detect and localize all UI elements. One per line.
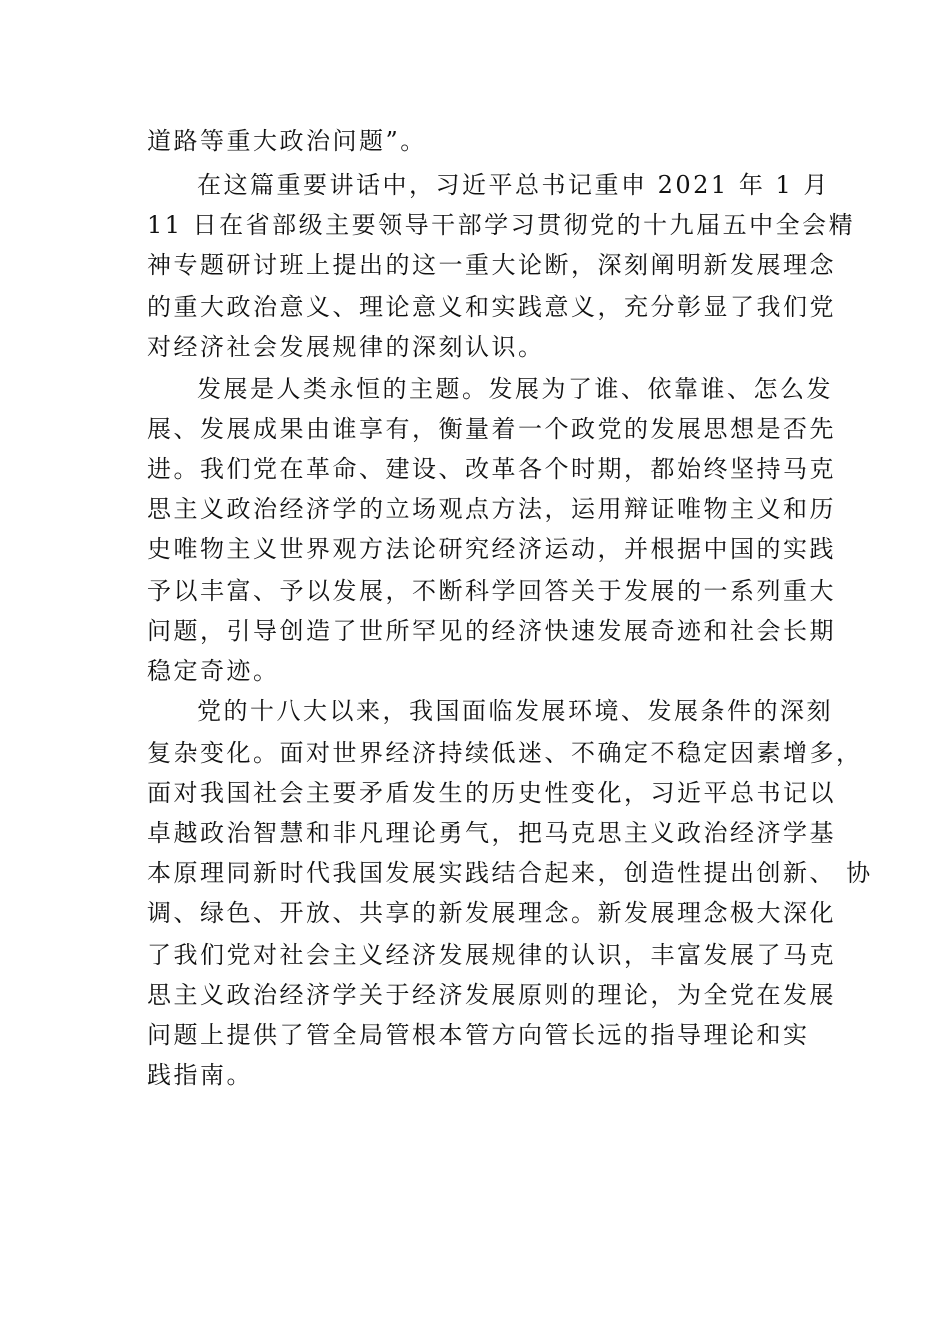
text-line: 史唯物主义世界观方法论研究经济运动，并根据中国的实践 — [147, 535, 836, 563]
text-line: 本原理同新时代我国发展实践结合起来，创造性提出创新、 协 — [147, 859, 873, 887]
text-line: 践指南。 — [147, 1061, 253, 1089]
text-line: 党的十八大以来，我国面临发展环境、发展条件的深刻 — [197, 697, 833, 725]
text-line: 展、发展成果由谁享有，衡量着一个政党的发展思想是否先 — [147, 415, 836, 443]
text-line: 神专题研讨班上提出的这一重大论断，深刻阐明新发展理念 — [147, 251, 836, 279]
text-line: 复杂变化。面对世界经济持续低迷、不确定不稳定因素增多， — [147, 739, 863, 767]
text-line: 发展是人类永恒的主题。发展为了谁、依靠谁、怎么发 — [197, 375, 833, 403]
text-line: 在这篇重要讲话中，习近平总书记重申 2021 年 1 月 — [197, 171, 830, 199]
text-line: 思主义政治经济学的立场观点方法，运用辩证唯物主义和历 — [147, 495, 836, 523]
text-line: 问题，引导创造了世所罕见的经济快速发展奇迹和社会长期 — [147, 617, 836, 645]
text-line: 调、绿色、开放、共享的新发展理念。新发展理念极大深化 — [147, 899, 836, 927]
text-line: 11 日在省部级主要领导干部学习贯彻党的十九届五中全会精 — [147, 211, 856, 239]
text-line: 思主义政治经济学关于经济发展原则的理论，为全党在发展 — [147, 981, 836, 1009]
text-line: 对经济社会发展规律的深刻认识。 — [147, 333, 545, 361]
text-line: 卓越政治智慧和非凡理论勇气，把马克思主义政治经济学基 — [147, 819, 836, 847]
text-line: 问题上提供了管全局管根本管方向管长远的指导理论和实 — [147, 1021, 810, 1049]
text-line: 了我们党对社会主义经济发展规律的认识，丰富发展了马克 — [147, 941, 836, 969]
text-line: 进。我们党在革命、建设、改革各个时期，都始终坚持马克 — [147, 455, 836, 483]
text-line: 稳定奇迹。 — [147, 657, 280, 685]
text-line: 道路等重大政治问题”。 — [147, 127, 427, 155]
text-line: 面对我国社会主要矛盾发生的历史性变化，习近平总书记以 — [147, 779, 836, 807]
text-line: 的重大政治意义、理论意义和实践意义，充分彰显了我们党 — [147, 293, 836, 321]
text-line: 予以丰富、予以发展，不断科学回答关于发展的一系列重大 — [147, 577, 836, 605]
